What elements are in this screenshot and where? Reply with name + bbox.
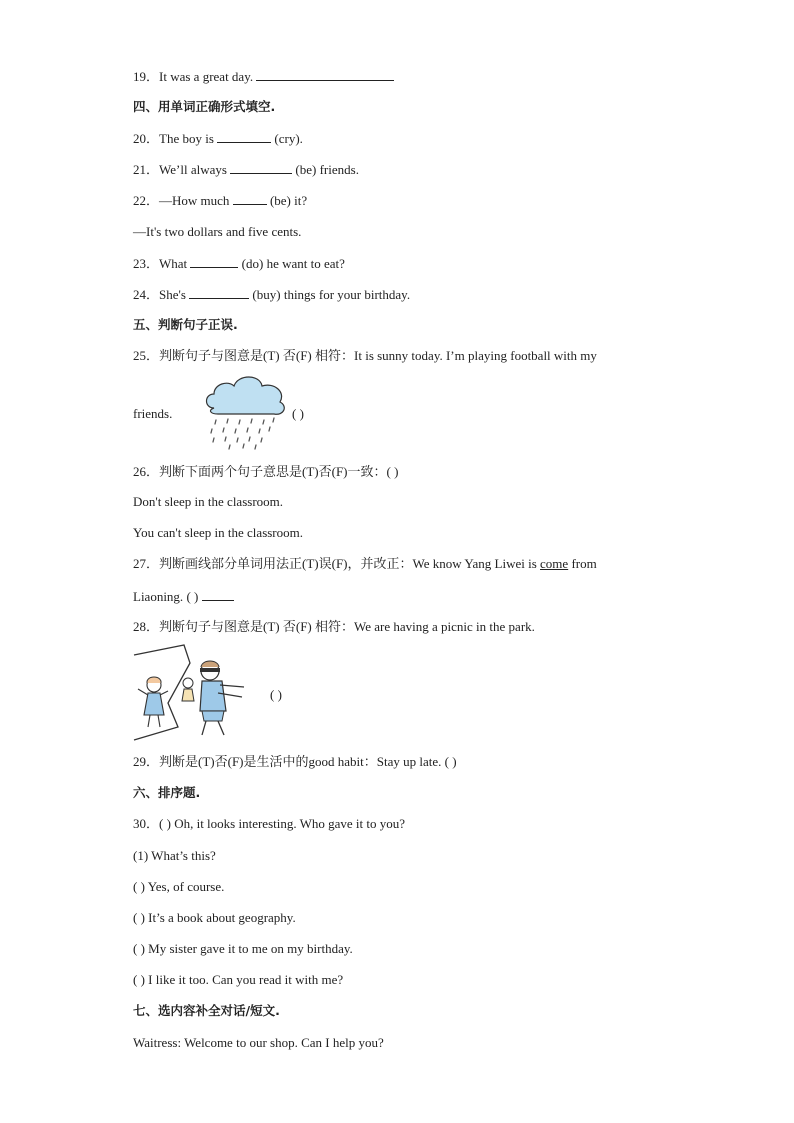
question-number: 19．	[133, 69, 160, 84]
question-23	[133, 255, 345, 272]
girl-figure	[138, 677, 168, 727]
section-4-title: 四、用单词正确形式填空.	[133, 99, 276, 114]
dialog-first-line: (1) What’s this?	[133, 848, 216, 863]
question-21	[133, 161, 359, 178]
answer-parentheses[interactable]: ( )	[133, 972, 145, 987]
question-text: The boy is	[159, 131, 214, 146]
correction-blank[interactable]	[202, 588, 234, 601]
question-25-continuation: friends.	[133, 406, 173, 421]
answer-parentheses[interactable]: ( )	[133, 879, 145, 894]
question-number: 23．	[133, 256, 160, 271]
underlined-word: come	[540, 556, 569, 571]
boy-figure	[200, 661, 244, 735]
small-child-figure	[182, 678, 194, 701]
question-24	[133, 286, 410, 303]
question-sentence: We are having a picnic in the park.	[354, 619, 535, 634]
question-text: —How much	[159, 193, 230, 208]
question-26	[133, 464, 398, 480]
question-text: We’ll always	[159, 162, 227, 177]
answer-parentheses[interactable]: ( )	[444, 754, 457, 769]
question-instruction: 判断句子与图意是(T) 否(F) 相符：	[159, 348, 355, 363]
question-instruction: 判断句子与图意是(T) 否(F) 相符：	[159, 619, 355, 634]
question-hint: (do) he want to eat?	[241, 256, 345, 271]
question-sentence: Stay up late.	[376, 754, 442, 769]
question-sentence: It is sunny today. I’m playing football with my	[354, 348, 597, 363]
dialog-line: I like it too. Can you read it with me?	[148, 972, 344, 987]
question-phrase: good habit	[308, 754, 364, 769]
question-22	[133, 192, 307, 209]
question-number: 28．	[133, 619, 160, 634]
section-5-title: 五、判断句子正误.	[133, 317, 238, 332]
question-number: 27．	[133, 556, 160, 571]
question-number: 21．	[133, 162, 160, 177]
answer-blank[interactable]	[217, 130, 271, 143]
question-instruction: 判断是(T)否(F)是生活中的	[159, 754, 309, 769]
question-hint: (cry).	[274, 131, 303, 146]
kids-game-image	[132, 645, 250, 740]
dialog-item	[133, 879, 224, 895]
question-26-sentence-2: You can't sleep in the classroom.	[133, 525, 303, 540]
question-28	[133, 619, 535, 635]
dialog-item	[133, 910, 296, 926]
question-text: She's	[159, 287, 186, 302]
question-27-continuation	[133, 588, 234, 605]
dialog-line: It’s a book about geography.	[148, 910, 296, 925]
answer-blank[interactable]	[233, 192, 267, 205]
question-number: 22．	[133, 193, 160, 208]
question-number: 29．	[133, 754, 160, 769]
question-27	[133, 556, 597, 572]
dialog-line: Yes, of course.	[147, 879, 225, 894]
dialog-item	[133, 972, 343, 988]
question-number: 30．	[133, 816, 160, 831]
answer-parentheses[interactable]: ( )	[133, 941, 145, 956]
question-30	[133, 816, 405, 832]
answer-blank[interactable]	[190, 255, 238, 268]
question-instruction: 判断画线部分单词用法正(T)误(F)，并改正：	[159, 556, 413, 571]
question-continuation: Liaoning.	[133, 589, 184, 604]
question-hint: (be) it?	[269, 193, 308, 208]
rain-cloud-image	[200, 372, 290, 452]
dialog-line-waitress: Waitress: Welcome to our shop. Can I help you?	[133, 1035, 384, 1050]
answer-blank[interactable]	[230, 161, 292, 174]
answer-parentheses[interactable]: ( )	[186, 589, 199, 604]
section-7-title: 七、选内容补全对话/短文.	[133, 1003, 280, 1018]
answer-parentheses[interactable]: ( )	[159, 816, 171, 831]
question-number: 20．	[133, 131, 160, 146]
cloud-shape	[207, 377, 285, 414]
question-25	[133, 348, 597, 364]
question-number: 26．	[133, 464, 160, 479]
question-26-sentence-1: Don't sleep in the classroom.	[133, 494, 284, 509]
question-number: 24．	[133, 287, 160, 302]
answer-blank[interactable]	[189, 286, 249, 299]
question-hint: (buy) things for your birthday.	[252, 287, 411, 302]
raindrops	[211, 418, 274, 449]
question-22-answer-line: —It's two dollars and five cents.	[133, 224, 302, 239]
question-text: It was a great day.	[159, 69, 254, 84]
dialog-item	[133, 941, 353, 957]
answer-parentheses[interactable]: ( )	[292, 406, 304, 421]
question-29	[133, 754, 457, 770]
dialog-line: My sister gave it to me on my birthday.	[148, 941, 353, 956]
wall-lines	[134, 645, 190, 740]
question-19	[133, 68, 394, 85]
question-sentence: We know Yang Liwei is	[412, 556, 541, 571]
dialog-line: Oh, it looks interesting. Who gave it to you?	[174, 816, 406, 831]
answer-parentheses[interactable]: ( )	[270, 687, 282, 702]
question-instruction: 判断下面两个句子意思是(T)否(F)一致：	[159, 464, 387, 479]
answer-parentheses[interactable]: ( )	[133, 910, 145, 925]
question-hint: (be) friends.	[295, 162, 359, 177]
section-6-title: 六、排序题.	[133, 785, 201, 800]
question-20	[133, 130, 303, 147]
question-sentence-end: from	[568, 556, 597, 571]
answer-parentheses[interactable]: ( )	[386, 464, 399, 479]
question-number: 25．	[133, 348, 160, 363]
question-text: What	[159, 256, 188, 271]
question-colon: ：	[363, 754, 377, 769]
answer-blank[interactable]	[256, 68, 394, 81]
